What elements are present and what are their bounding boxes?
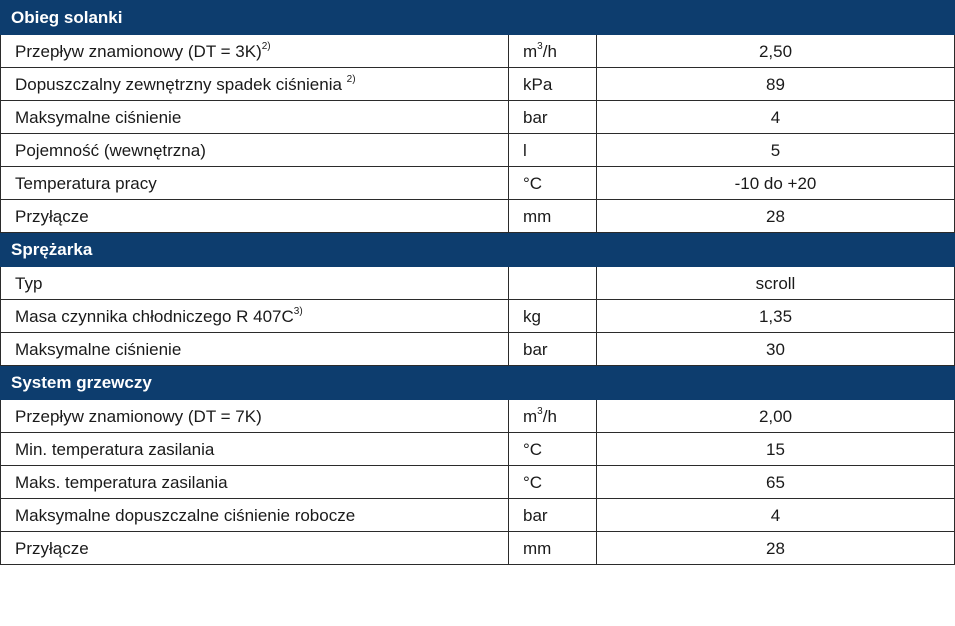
param-cell: Temperatura pracy — [1, 167, 509, 200]
section-header-brine-circuit — [1, 1, 955, 35]
footnote-mark: 2) — [346, 73, 356, 85]
unit-cell: bar — [509, 499, 597, 532]
unit-superscript: 3 — [537, 40, 543, 52]
unit-cell: °C — [509, 167, 597, 200]
unit-cell: °C — [509, 433, 597, 466]
unit-cell: kPa — [509, 68, 597, 101]
unit-cell: kg — [509, 300, 597, 333]
param-cell — [1, 35, 509, 68]
unit-cell: mm — [509, 532, 597, 565]
unit-cell: bar — [509, 101, 597, 134]
value-cell: 28 — [597, 200, 955, 233]
value-cell: 4 — [597, 499, 955, 532]
table-row — [1, 433, 955, 466]
unit-cell — [509, 400, 597, 433]
table-row — [1, 532, 955, 565]
value-cell: 30 — [597, 333, 955, 366]
value-cell: -10 do +20 — [597, 167, 955, 200]
param-cell: Maksymalne dopuszczalne ciśnienie robocze — [1, 499, 509, 532]
value-cell: 28 — [597, 532, 955, 565]
table-row — [1, 35, 955, 68]
param-cell: Maksymalne ciśnienie — [1, 333, 509, 366]
unit-tail: /h — [542, 406, 557, 426]
value-cell: 2,50 — [597, 35, 955, 68]
table-row — [1, 134, 955, 167]
param-text: Przepływ znamionowy (DT = 3K) — [15, 41, 262, 61]
unit-cell: bar — [509, 333, 597, 366]
unit-cell: °C — [509, 466, 597, 499]
value-cell: 15 — [597, 433, 955, 466]
table-row — [1, 200, 955, 233]
table-row — [1, 466, 955, 499]
unit-cell — [509, 267, 597, 300]
param-cell: Pojemność (wewnętrzna) — [1, 134, 509, 167]
param-text: Dopuszczalny zewnętrzny spadek ciśnienia — [15, 74, 347, 94]
param-text: Masa czynnika chłodniczego R 407C — [15, 306, 294, 326]
param-cell: Przyłącze — [1, 532, 509, 565]
table-row — [1, 333, 955, 366]
table-row — [1, 400, 955, 433]
table-row — [1, 68, 955, 101]
value-cell: 5 — [597, 134, 955, 167]
section-title: Sprężarka — [1, 233, 955, 267]
unit-text: m — [523, 41, 538, 61]
table-row — [1, 101, 955, 134]
unit-cell — [509, 35, 597, 68]
unit-cell: l — [509, 134, 597, 167]
table-row — [1, 167, 955, 200]
table-row — [1, 499, 955, 532]
section-header-compressor — [1, 233, 955, 267]
footnote-mark: 3) — [293, 305, 303, 317]
param-cell: Maks. temperatura zasilania — [1, 466, 509, 499]
value-cell: 1,35 — [597, 300, 955, 333]
param-cell: Typ — [1, 267, 509, 300]
param-cell — [1, 300, 509, 333]
section-header-heating-system — [1, 366, 955, 400]
section-title: Obieg solanki — [1, 1, 955, 35]
param-cell: Przepływ znamionowy (DT = 7K) — [1, 400, 509, 433]
value-cell: 89 — [597, 68, 955, 101]
section-title: System grzewczy — [1, 366, 955, 400]
unit-text: m — [523, 406, 538, 426]
table-row — [1, 300, 955, 333]
value-cell: scroll — [597, 267, 955, 300]
param-cell — [1, 68, 509, 101]
param-cell: Maksymalne ciśnienie — [1, 101, 509, 134]
footnote-mark: 2) — [261, 40, 271, 52]
param-cell: Przyłącze — [1, 200, 509, 233]
table-row — [1, 267, 955, 300]
value-cell: 65 — [597, 466, 955, 499]
unit-tail: /h — [542, 41, 557, 61]
value-cell: 2,00 — [597, 400, 955, 433]
unit-superscript: 3 — [537, 405, 543, 417]
param-cell: Min. temperatura zasilania — [1, 433, 509, 466]
unit-cell: mm — [509, 200, 597, 233]
value-cell: 4 — [597, 101, 955, 134]
